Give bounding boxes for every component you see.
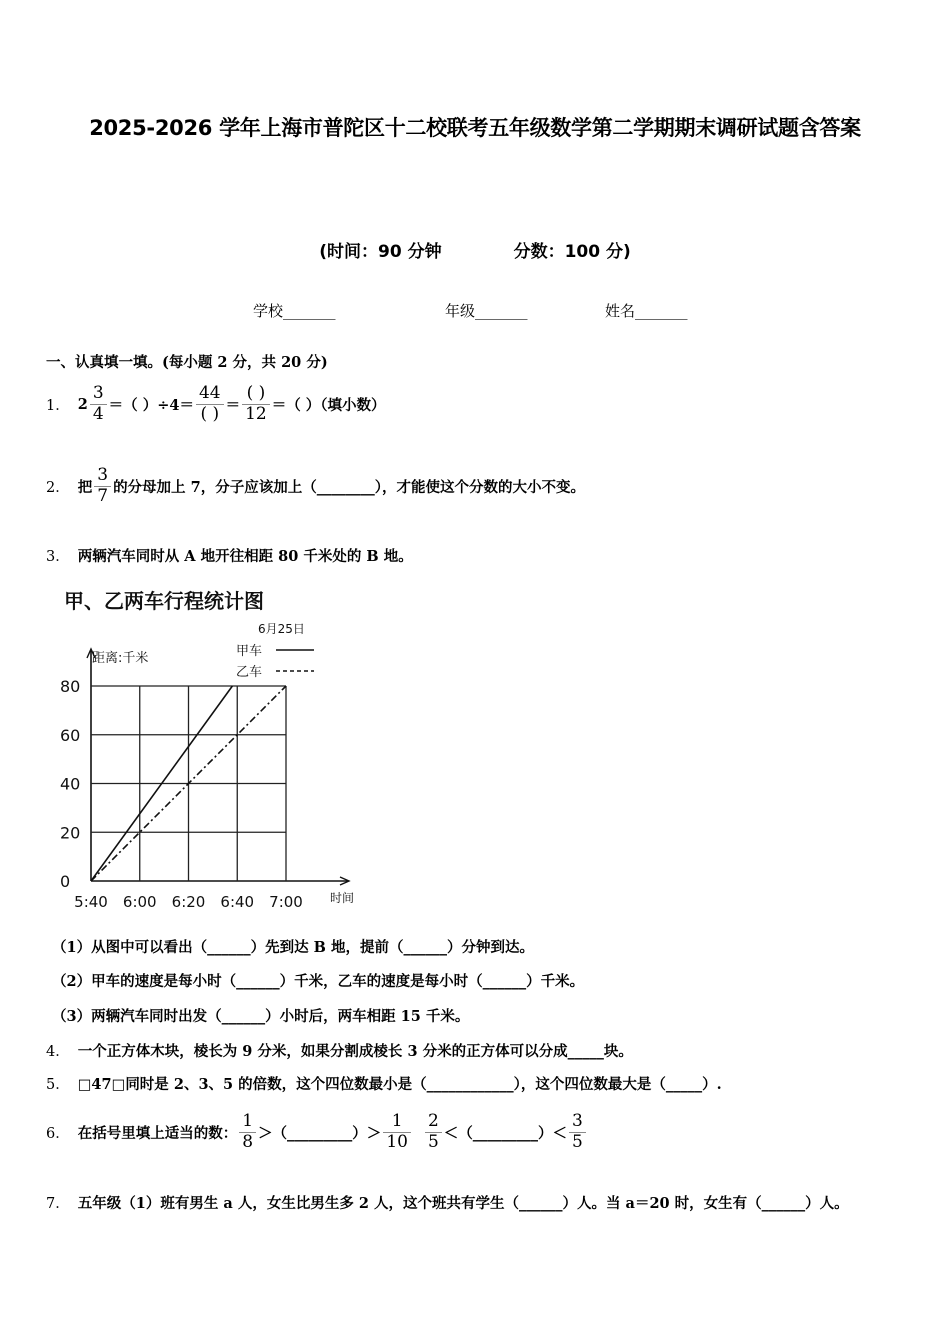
grade-field: 年级_______ bbox=[445, 302, 528, 320]
legend-label: 甲车 bbox=[236, 644, 263, 659]
exam-time: (时间：90 分钟 bbox=[319, 242, 442, 262]
chart-xlabel: 时间 bbox=[330, 891, 355, 905]
x-tick-label: 6:00 bbox=[122, 893, 157, 911]
x-tick-label: 7:00 bbox=[269, 893, 303, 911]
x-tick-label: 6:40 bbox=[220, 893, 255, 911]
y-tick-label: 0 bbox=[60, 872, 71, 891]
exam-score: 分数：100 分) bbox=[513, 242, 631, 262]
fraction: $\frac{( )}{12}$ bbox=[242, 384, 270, 424]
travel-chart bbox=[58, 586, 378, 916]
question-3-part-1: （1）从图中可以看出（______）先到达 B 地，提前（______）分钟到达。 bbox=[52, 939, 534, 956]
question-3-part-2: （2）甲车的速度是每小时（______）千米，乙车的速度是每小时（______）千米。 bbox=[52, 973, 585, 990]
fraction: $\frac{44}{( )}$ bbox=[196, 384, 224, 424]
chart-date: 6月25日 bbox=[258, 622, 305, 636]
name-field: 姓名_______ bbox=[605, 302, 688, 320]
x-tick-label: 5:40 bbox=[74, 893, 108, 911]
question-3-part-3: （3）两辆汽车同时出发（______）小时后，两车相距 15 千米。 bbox=[52, 1008, 470, 1025]
school-field: 学校_______ bbox=[253, 302, 336, 320]
question-3: 3． 两辆汽车同时从 A 地开往相距 80 千米处的 B 地。 bbox=[46, 548, 413, 565]
legend-label: 乙车 bbox=[236, 665, 263, 680]
question-6: 6． 在括号里填上适当的数： $\frac{1}{8}$ ＞（_________）＞ $\frac{1}{10}$ $\frac{2}{5}$ ＜（_________）＜ $\frac{3}{5}$ bbox=[46, 1104, 588, 1160]
y-tick-label: 20 bbox=[60, 823, 81, 843]
page-title: 2025-2026 学年上海市普陀区十二校联考五年级数学第二学期期末调研试题含答案 bbox=[89, 116, 861, 140]
chart-ylabel: 距离:千米 bbox=[92, 651, 149, 666]
question-2: 2． 把 $\frac{3}{7}$ 的分母加上 7，分子应该加上（________），才能使这个分数的大小不变。 bbox=[46, 464, 585, 506]
question-5: 5． □47□同时是 2、3、5 的倍数，这个四位数最小是（____________），这个四位数最大是（_____）. bbox=[46, 1076, 722, 1093]
fraction: $\frac{1}{8}$ bbox=[239, 1112, 256, 1152]
fraction: $\frac{3}{4}$ bbox=[90, 384, 107, 424]
y-tick-label: 60 bbox=[60, 725, 81, 745]
question-4: 4． 一个正方体木块，棱长为 9 分米，如果分割成棱长 3 分米的正方体可以分成_____块。 bbox=[46, 1043, 633, 1060]
fraction: $\frac{1}{10}$ bbox=[383, 1112, 411, 1152]
y-tick-label: 80 bbox=[60, 677, 81, 696]
section-heading: 一、认真填一填。(每小题 2 分，共 20 分) bbox=[46, 354, 328, 371]
chart-svg bbox=[58, 586, 378, 916]
chart-title: 甲、乙两车行程统计图 bbox=[64, 589, 264, 613]
y-tick-label: 40 bbox=[60, 774, 81, 794]
question-7: 7． 五年级（1）班有男生 a 人，女生比男生多 2 人，这个班共有学生（______）人。当 a＝20 时，女生有（______）人。 bbox=[46, 1195, 849, 1212]
x-tick-label: 6:20 bbox=[171, 893, 206, 911]
exam-meta bbox=[0, 237, 950, 262]
question-1: 1． 2 $\frac{3}{4}$ ＝（ ）÷4＝ $\frac{44}{( )}$ ＝ $\frac{( )}{12}$ ＝（ ）（填小数） bbox=[46, 382, 386, 424]
fraction: $\frac{3}{5}$ bbox=[569, 1112, 586, 1152]
fraction: $\frac{2}{5}$ bbox=[425, 1112, 442, 1152]
fraction: $\frac{3}{7}$ bbox=[94, 466, 111, 506]
